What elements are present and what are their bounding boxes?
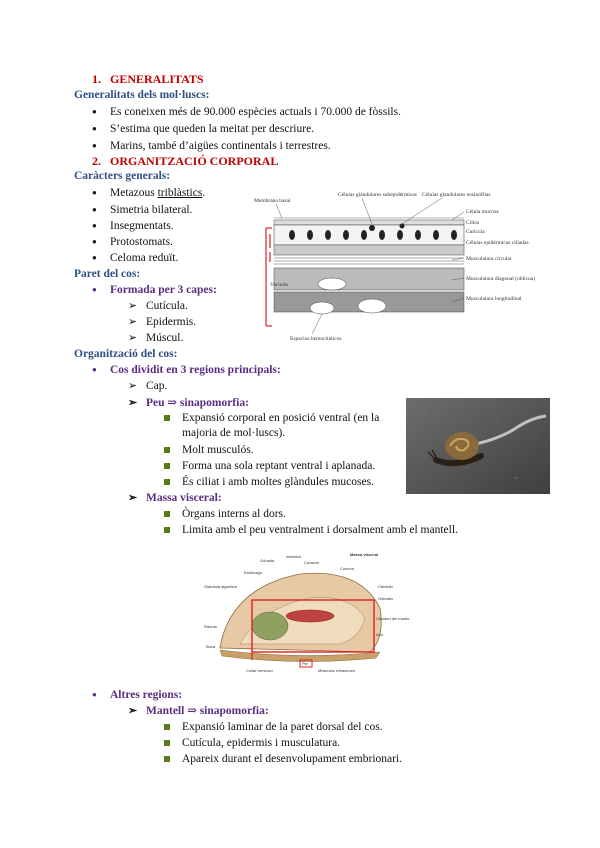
snail-anatomy-diagram [200,548,410,676]
fig3-label: Gónada [260,558,275,563]
list-item: ● S’estima que queden la meitat per descriure. [110,122,314,136]
list-item: ● Cos dividit en 3 regions principals: [110,363,281,377]
fig3-label: Pie [302,661,308,666]
fig3-label: Intestino [286,554,302,559]
list-item: ● Celoma reduït. [110,251,178,265]
subheading-caracters: Caràcters generals: [74,170,171,182]
list-item: ● Marins, també d’aigües continentals i terrestres. [110,139,331,153]
list-item: Cutícula, epidermis i musculatura. [182,737,341,749]
fig1-label: Musculatura diagonal (oblicua) [466,276,536,282]
list-item-peu: ➢ Peu ⇒ sinapomorfia: [146,396,249,410]
fig1-label: Espacios hemocitáticos [290,336,342,342]
section-1-heading [92,72,204,86]
fig3-label: Músculos retractores [318,668,356,673]
body-wall-diagram [252,188,552,348]
section-1-title: GENERALITATS [110,72,204,86]
list-item: Expansió laminar de la paret dorsal del cos. [182,721,383,733]
list-item [110,186,205,200]
subheading-organitzacio: Organització del cos: [74,348,178,360]
subheading-paret: Paret del cos: [74,268,141,280]
list-item: ➢ Cap. [146,379,167,393]
fig1-label: Membrana basal [254,198,291,204]
list-item: Apareix durant el desenvolupament embrionari. [182,753,403,765]
list-item: ● Insegmentats. [110,219,174,233]
metazous-period: . [202,187,206,199]
list-item: Òrgans interns al dors. [182,508,286,520]
list-item: ● Formada per 3 capes: [110,283,217,297]
section-2-number: 2. [92,154,101,168]
list-item: Expansió corporal en posició ventral (en la [182,412,380,424]
subheading-generalitats: Generalitats dels mol·luscs: [74,89,210,101]
fig3-label: Estómago [244,570,263,575]
triblastics-underlined: triblàstics [157,187,203,199]
fig1-label: Cutícula [466,229,485,235]
fig3-label: Osfradio [378,596,394,601]
list-item: ➢ Cutícula. [146,299,188,313]
fig1-label: Vacuola [270,282,288,288]
list-item-mantell: ➢ Mantell ⇒ sinapomorfia: [146,704,269,718]
list-item: ● Es coneixen més de 90.000 espècies actuals i 70.000 de fòssils. [110,105,401,119]
list-item-massa: ➢ Massa visceral: [146,491,222,505]
fig1-label: Células glandulares subepidérmicas [338,192,417,198]
list-item: Molt musculós. [182,444,254,456]
fig3-label: Collar nervioso [246,668,273,673]
section-2-title: ORGANITZACIÓ CORPORAL [110,154,279,168]
fig3-label: Boca [206,644,216,649]
fig1-label: Musculatura longitudinal [466,296,522,302]
fig3-label: Concha [340,566,354,571]
fig1-label: Cilios [466,220,480,226]
list-item: Forma una sola reptant ventral i aplanada. [182,460,376,472]
list-item: ➢ Múscul. [146,331,183,345]
fig1-label: Células glandulares eosinófilas [422,192,491,198]
fig1-label: Células epidérmicas ciliadas [466,240,529,246]
fig3-label: Rádula [204,624,217,629]
fig3-label: Ano [376,632,384,637]
list-item: És ciliat i amb moltes glàndules mucoses. [182,476,374,488]
fig3-label: Cavidad del manto [376,616,410,621]
snail-photo [406,398,550,494]
fig1-label: Célula mucosa [466,209,499,215]
fig3-label: Glándula digestiva [204,584,237,589]
list-item: Limita amb el peu ventralment i dorsalment amb el mantell. [182,524,458,536]
list-item: ● Altres regions: [110,688,182,702]
fig1-label: Musculatura circular [466,256,512,262]
fig3-label: Corazón [304,560,320,565]
list-item: ● Protostomats. [110,235,173,249]
section-1-number: 1. [92,72,101,86]
list-item: ➢ Epidermis. [146,315,196,329]
section-2-heading [92,154,278,168]
list-item-continuation: majoria de mol·luscs). [182,427,286,439]
fig3-label-massa: Massa visceral [350,552,379,557]
fig3-label: Ctenidio [378,584,393,589]
list-item: ● Simetria bilateral. [110,203,192,217]
metazous-text: Metazous [110,187,158,199]
